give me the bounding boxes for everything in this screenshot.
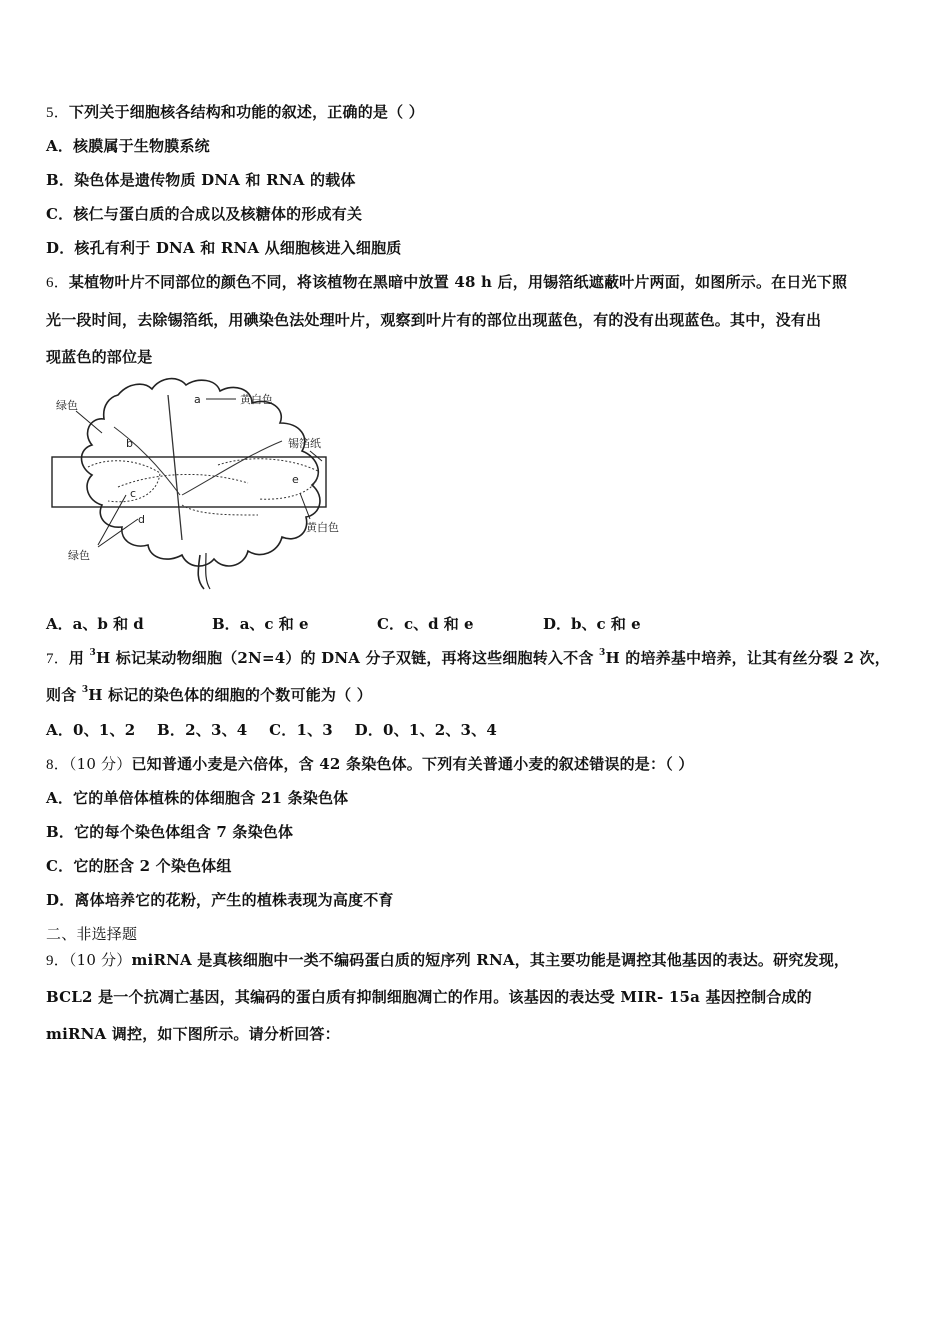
q6-option-b-key: B． bbox=[212, 615, 240, 633]
q5-option-c-key: C． bbox=[46, 205, 74, 223]
q5-stem bbox=[46, 102, 424, 123]
q6-option-d-key: D． bbox=[543, 615, 572, 633]
inner-boundary-center bbox=[118, 474, 248, 487]
q8-score: （10 分） bbox=[68, 755, 132, 773]
label-green-bottom: 绿色 bbox=[68, 549, 90, 562]
q7-options: A．0、1、2 B．2、3、4 C．1、3 D．0、1、2、3、4 bbox=[46, 721, 498, 739]
q8-stem-text: 已知普通小麦是六倍体，含 42 条染色体。下列有关普通小麦的叙述错误的是：（ ） bbox=[131, 755, 694, 773]
q6-option-a-text: a、b 和 d bbox=[72, 615, 144, 633]
q6-number: 6． bbox=[46, 275, 69, 291]
label-foil: 锡箔纸 bbox=[288, 437, 321, 450]
q5-option-d-text: 核孔有利于 DNA 和 RNA 从细胞核进入细胞质 bbox=[74, 239, 402, 257]
q8-option-c bbox=[46, 856, 232, 876]
q6-line-2: 光一段时间，去除锡箔纸，用碘染色法处理叶片，观察到叶片有的部位出现蓝色，有的没有出现蓝色。其中，没有出 bbox=[46, 311, 822, 329]
q9-line-1-text: miRNA 是真核细胞中一类不编码蛋白质的短序列 RNA，其主要功能是调控其他基因的表达。研究发现， bbox=[131, 951, 850, 969]
q6-line-3: 现蓝色的部位是 bbox=[46, 348, 153, 366]
point-e: e bbox=[292, 473, 299, 486]
q7-text-2: H 标记某动物细胞（2N=4）的 DNA 分子双链，再将这些细胞转入不含 bbox=[96, 649, 599, 667]
q6-option-d-text: b、c 和 e bbox=[571, 615, 641, 633]
q7-number: 7． bbox=[46, 651, 69, 667]
leaf-diagram bbox=[48, 375, 364, 593]
q6-line-1 bbox=[46, 272, 847, 293]
leaf-stem bbox=[198, 555, 204, 589]
q5-option-d bbox=[46, 238, 401, 258]
q6-option-c-key: C． bbox=[377, 615, 404, 633]
q5-option-a-text: 核膜属于生物膜系统 bbox=[73, 137, 210, 155]
q9-number: 9． bbox=[46, 953, 69, 969]
q6-option-b bbox=[212, 614, 309, 634]
q6-option-b-text: a、c 和 e bbox=[239, 615, 309, 633]
q9-line-3: miRNA 调控，如下图所示。请分析回答： bbox=[46, 1025, 340, 1043]
leaf-midrib bbox=[168, 395, 182, 540]
q5-option-d-key: D． bbox=[46, 239, 75, 257]
point-a: a bbox=[194, 393, 201, 406]
leaf-outline bbox=[82, 379, 320, 566]
q5-option-c-text: 核仁与蛋白质的合成以及核糖体的形成有关 bbox=[73, 205, 363, 223]
q7-sup-2: 3 bbox=[598, 648, 606, 658]
q8-option-a-text: 它的单倍体植株的体细胞含 21 条染色体 bbox=[73, 789, 349, 807]
q8-number: 8． bbox=[46, 757, 69, 773]
label-yellow-bottom: 黄白色 bbox=[306, 521, 339, 534]
q7-text-5: H 标记的染色体的细胞的个数可能为（ ） bbox=[88, 686, 372, 704]
q8-option-a-key: A． bbox=[46, 789, 74, 807]
q8-option-a bbox=[46, 788, 348, 808]
point-c: c bbox=[130, 487, 137, 500]
point-b: b bbox=[126, 437, 133, 450]
q5-option-a-key: A． bbox=[46, 137, 74, 155]
q6-option-a-key: A． bbox=[46, 615, 73, 633]
q6-option-c-text: c、d 和 e bbox=[403, 615, 474, 633]
point-d: d bbox=[138, 513, 145, 526]
q6-option-a bbox=[46, 614, 144, 634]
q5-stem-text: 下列关于细胞核各结构和功能的叙述，正确的是（ ） bbox=[68, 103, 424, 121]
q8-stem bbox=[46, 754, 694, 775]
q5-option-b bbox=[46, 170, 356, 190]
q8-option-d-text: 离体培养它的花粉，产生的植株表现为高度不育 bbox=[74, 891, 394, 909]
q5-number: 5． bbox=[46, 105, 69, 121]
q7-sup-1: 3 bbox=[89, 648, 96, 658]
inner-boundary-left bbox=[88, 461, 160, 502]
section-title: 二、非选择题 bbox=[46, 925, 138, 943]
q7-text-4: 则含 bbox=[46, 686, 82, 704]
q8-option-b-text: 它的每个染色体组含 7 条染色体 bbox=[74, 823, 294, 841]
q9-line-2: BCL2 是一个抗凋亡基因，其编码的蛋白质有抑制细胞凋亡的作用。该基因的表达受 MIR- 15a 基因控制合成的 bbox=[46, 988, 812, 1006]
q8-option-d-key: D． bbox=[46, 891, 75, 909]
q5-option-a bbox=[46, 136, 210, 156]
q8-option-c-key: C． bbox=[46, 857, 74, 875]
q7-sup-3: 3 bbox=[81, 685, 89, 695]
q7-text-1: 用 bbox=[68, 649, 90, 667]
q9-line-1 bbox=[46, 950, 849, 971]
q7-text-3: H 的培养基中培养，让其有丝分裂 2 次， bbox=[605, 649, 890, 667]
q5-option-b-key: B． bbox=[46, 171, 75, 189]
q5-option-b-text: 染色体是遗传物质 DNA 和 RNA 的载体 bbox=[74, 171, 356, 189]
q7-line-1 bbox=[46, 648, 890, 669]
label-green-top: 绿色 bbox=[56, 399, 78, 412]
q8-option-b-key: B． bbox=[46, 823, 75, 841]
q8-option-c-text: 它的胚含 2 个染色体组 bbox=[73, 857, 232, 875]
q6-option-d bbox=[543, 614, 641, 634]
q8-option-b bbox=[46, 822, 293, 842]
label-yellow-top: 黄白色 bbox=[240, 393, 273, 406]
q8-option-d bbox=[46, 890, 394, 910]
q7-line-2 bbox=[46, 685, 372, 705]
q5-option-c bbox=[46, 204, 362, 224]
leaf-vein-right bbox=[182, 441, 282, 495]
q6-line-1-text: 某植物叶片不同部位的颜色不同，将该植物在黑暗中放置 48 h 后，用锡箔纸遮蔽叶片两面，如图所示。在日光下照 bbox=[68, 273, 848, 291]
q9-score: （10 分） bbox=[68, 951, 132, 969]
leaf-stem-2 bbox=[206, 553, 210, 589]
q6-option-c bbox=[377, 614, 474, 634]
